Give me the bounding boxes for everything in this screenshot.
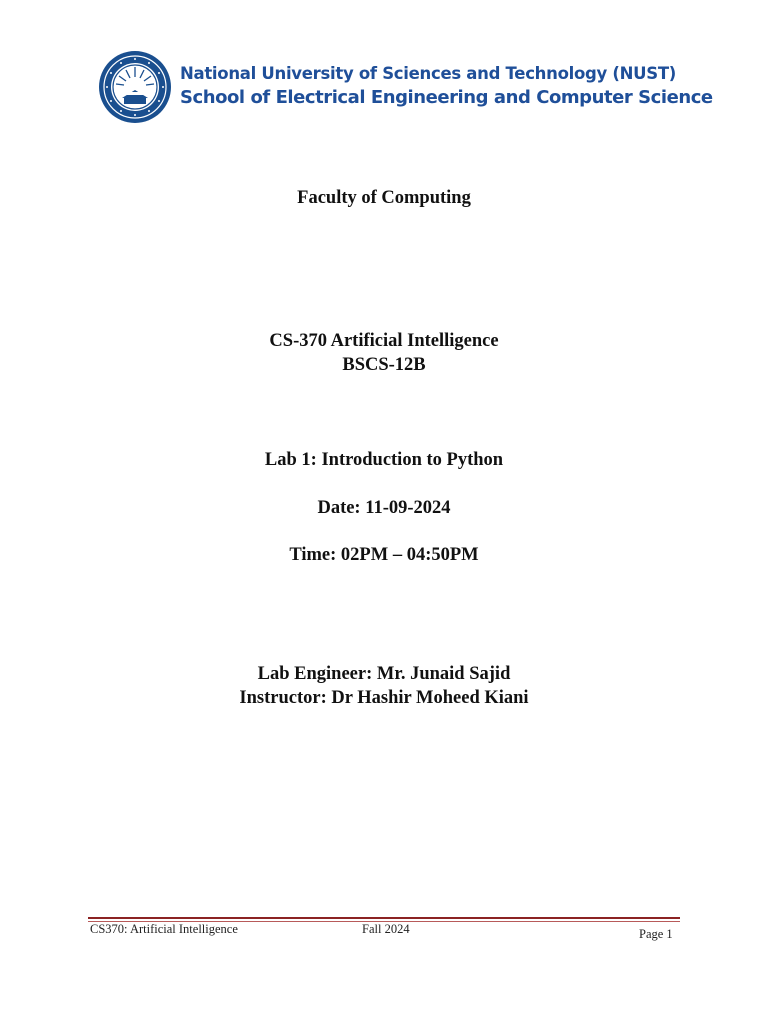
- lab-date: Date: 11-09-2024: [317, 498, 451, 518]
- page-number: Page 1: [639, 927, 673, 941]
- lab-engineer: Lab Engineer: Mr. Junaid Sajid: [257, 664, 511, 684]
- institution-name: National University of Sciences and Technology (NUST): [180, 64, 677, 83]
- letterhead-text: [180, 62, 713, 110]
- school-name: School of Electrical Engineering and Computer Science: [180, 87, 713, 108]
- footer-course: CS370: Artificial Intelligence: [90, 922, 238, 936]
- instructor: Instructor: Dr Hashir Moheed Kiani: [239, 688, 529, 708]
- section-label: BSCS-12B: [342, 355, 426, 375]
- nust-seal-logo: [98, 50, 172, 124]
- letterhead: [98, 50, 713, 126]
- lab-title: Lab 1: Introduction to Python: [264, 450, 504, 470]
- course-title: CS-370 Artificial Intelligence: [269, 331, 499, 351]
- footer-term: Fall 2024: [362, 922, 410, 936]
- faculty-heading: Faculty of Computing: [297, 188, 471, 208]
- lab-time: Time: 02PM – 04:50PM: [289, 545, 479, 565]
